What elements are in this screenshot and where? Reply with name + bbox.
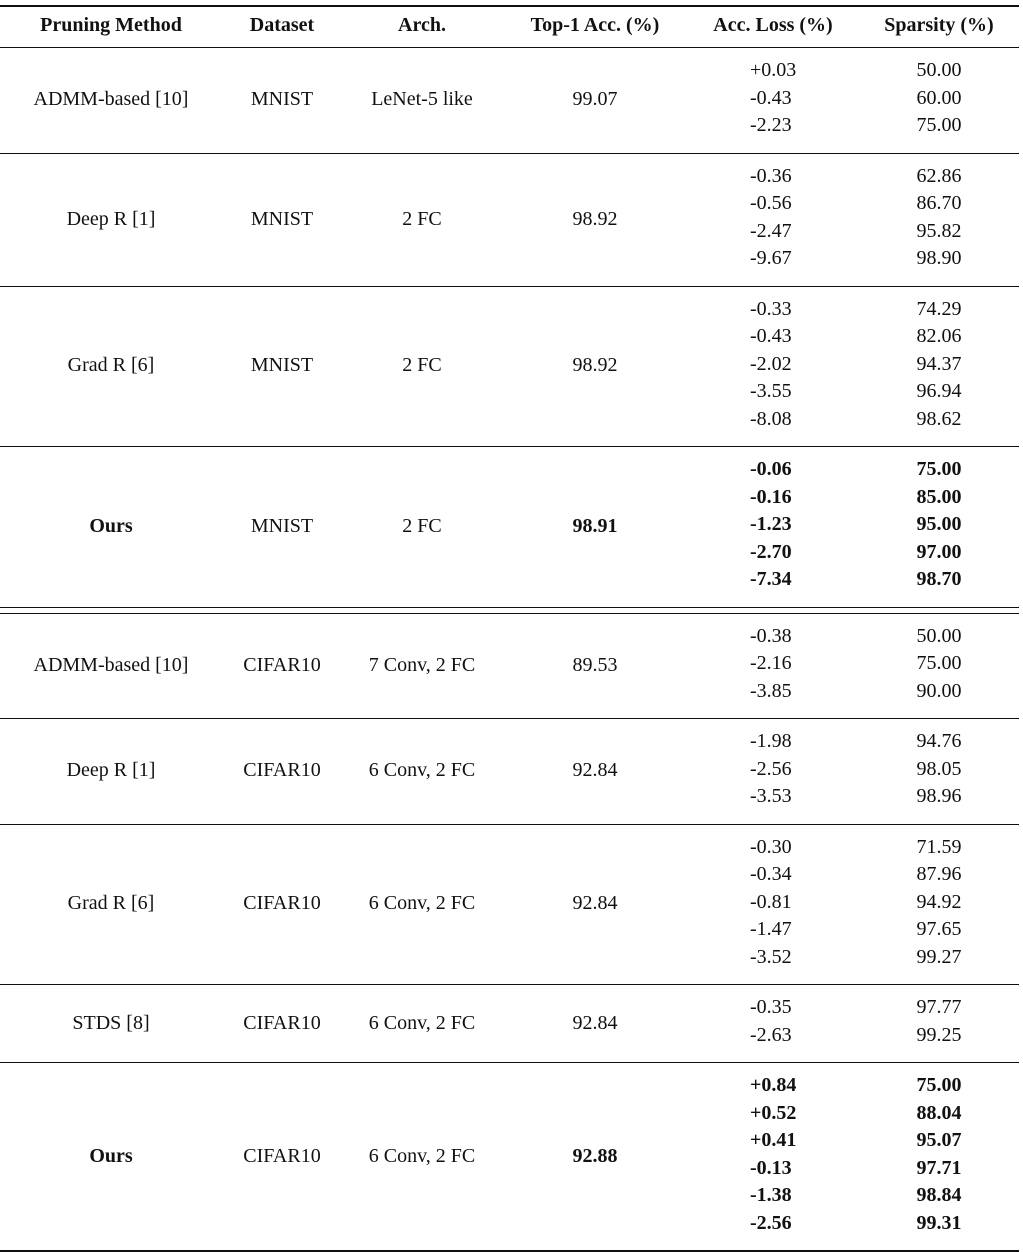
sparsity-list — [858, 834, 1020, 972]
sparsity-value: 98.90 — [916, 247, 962, 269]
acc-loss-value: +0.03 — [750, 59, 797, 81]
sparsity-value: 98.05 — [916, 757, 962, 780]
acc-loss-value: +0.41 — [750, 1129, 797, 1151]
dataset-cell: MNIST — [250, 88, 314, 111]
sparsity-value: 97.00 — [916, 540, 962, 563]
acc-loss-list — [688, 834, 858, 972]
top1-acc-cell: 89.53 — [572, 653, 618, 676]
acc-loss-value: -3.55 — [750, 380, 792, 402]
sparsity-list — [858, 994, 1020, 1049]
pruning-method-cell: STDS [8] — [72, 1011, 150, 1034]
pruning-method-cell: Grad R [6] — [67, 354, 155, 377]
acc-loss-value: -0.81 — [750, 890, 792, 913]
acc-loss-value: -2.63 — [750, 1023, 792, 1046]
acc-loss-value: -2.70 — [750, 540, 792, 563]
sparsity-value: 97.77 — [916, 996, 962, 1018]
sparsity-list — [858, 623, 1020, 706]
sparsity-value: 98.70 — [916, 568, 962, 590]
sparsity-value: 98.62 — [916, 407, 962, 430]
pruning-method-cell: Deep R [1] — [66, 207, 156, 230]
acc-loss-value: -0.35 — [750, 996, 792, 1018]
sparsity-value: 94.37 — [916, 352, 962, 375]
header-acc-loss: Acc. Loss (%) — [713, 14, 833, 36]
sparsity-list — [858, 57, 1020, 140]
acc-loss-value: -1.98 — [750, 730, 792, 752]
acc-loss-value: -8.08 — [750, 407, 792, 430]
group-rule — [0, 286, 1019, 287]
acc-loss-value: -0.34 — [750, 863, 792, 885]
dataset-cell: CIFAR10 — [243, 892, 321, 915]
header-arch: Arch. — [398, 14, 446, 36]
acc-loss-list — [688, 57, 858, 140]
pruning-method-cell: Deep R [1] — [66, 759, 156, 782]
sparsity-value: 95.00 — [916, 513, 962, 535]
top1-acc-cell: 92.84 — [572, 759, 618, 782]
sparsity-value: 96.94 — [916, 380, 962, 402]
group-rule — [0, 1062, 1019, 1063]
section-double-rule-bottom — [0, 613, 1019, 614]
acc-loss-value: -3.53 — [750, 785, 792, 807]
acc-loss-list — [688, 994, 858, 1049]
acc-loss-list — [688, 456, 858, 594]
sparsity-value: 99.25 — [916, 1023, 962, 1046]
acc-loss-value: -0.13 — [750, 1156, 792, 1179]
top1-acc-cell: 98.92 — [572, 354, 618, 377]
top-rule — [0, 5, 1019, 7]
pruning-method-cell: Ours — [89, 1144, 133, 1167]
top1-acc-cell: 92.84 — [572, 1011, 618, 1034]
dataset-cell: MNIST — [250, 514, 314, 537]
dataset-cell: MNIST — [250, 207, 314, 230]
acc-loss-value: +0.52 — [750, 1101, 797, 1124]
sparsity-value: 50.00 — [916, 59, 962, 81]
group-rule — [0, 153, 1019, 154]
sparsity-value: 95.82 — [916, 219, 962, 242]
sparsity-value: 86.70 — [916, 192, 962, 214]
acc-loss-value: -0.30 — [750, 835, 792, 858]
top1-acc-cell: 92.84 — [572, 892, 618, 915]
sparsity-value: 50.00 — [916, 624, 962, 647]
arch-cell: 7 Conv, 2 FC — [368, 653, 476, 676]
sparsity-value: 99.27 — [916, 945, 962, 968]
acc-loss-value: +0.84 — [750, 1074, 797, 1096]
sparsity-value: 74.29 — [916, 297, 962, 320]
arch-cell: 2 FC — [402, 354, 442, 377]
acc-loss-list — [688, 296, 858, 434]
sparsity-list — [858, 163, 1020, 273]
arch-cell: 2 FC — [402, 207, 442, 230]
acc-loss-value: -0.36 — [750, 164, 792, 187]
sparsity-value: 75.00 — [916, 652, 962, 674]
dataset-cell: CIFAR10 — [243, 653, 321, 676]
pruning-method-cell: ADMM-based [10] — [33, 653, 189, 676]
acc-loss-list — [688, 163, 858, 273]
acc-loss-value: -0.56 — [750, 192, 792, 214]
acc-loss-value: -0.43 — [750, 86, 792, 109]
acc-loss-value: -0.33 — [750, 297, 792, 320]
arch-cell: 6 Conv, 2 FC — [368, 1144, 476, 1167]
acc-loss-list — [688, 1072, 858, 1237]
top1-acc-cell: 99.07 — [572, 88, 618, 111]
sparsity-value: 62.86 — [916, 164, 962, 187]
arch-cell: LeNet-5 like — [371, 88, 473, 111]
sparsity-value: 85.00 — [916, 485, 962, 508]
arch-cell: 6 Conv, 2 FC — [368, 1011, 476, 1034]
top1-acc-cell: 98.91 — [572, 514, 618, 537]
acc-loss-value: -9.67 — [750, 247, 792, 269]
group-rule — [0, 824, 1019, 825]
sparsity-list — [858, 456, 1020, 594]
dataset-cell: CIFAR10 — [243, 1011, 321, 1034]
sparsity-value: 97.71 — [916, 1156, 962, 1179]
sparsity-value: 98.96 — [916, 785, 962, 807]
pruning-method-cell: Grad R [6] — [67, 892, 155, 915]
header-pruning-method: Pruning Method — [40, 14, 182, 36]
acc-loss-list — [688, 623, 858, 706]
sparsity-list — [858, 728, 1020, 811]
acc-loss-value: -2.23 — [750, 114, 792, 136]
acc-loss-value: -2.16 — [750, 652, 792, 674]
header-sparsity: Sparsity (%) — [884, 14, 994, 36]
acc-loss-value: -0.16 — [750, 485, 792, 508]
acc-loss-value: -2.47 — [750, 219, 792, 242]
sparsity-value: 88.04 — [916, 1101, 962, 1124]
sparsity-value: 60.00 — [916, 86, 962, 109]
arch-cell: 6 Conv, 2 FC — [368, 892, 476, 915]
top1-acc-cell: 92.88 — [572, 1144, 618, 1167]
header-dataset: Dataset — [249, 14, 315, 36]
acc-loss-value: -0.43 — [750, 325, 792, 347]
group-rule — [0, 446, 1019, 447]
pruning-method-cell: ADMM-based [10] — [33, 88, 189, 111]
sparsity-value: 87.96 — [916, 863, 962, 885]
acc-loss-value: -1.38 — [750, 1184, 792, 1206]
sparsity-value: 75.00 — [916, 458, 962, 480]
acc-loss-value: -0.06 — [750, 458, 792, 480]
sparsity-value: 71.59 — [916, 835, 962, 858]
sparsity-value: 82.06 — [916, 325, 962, 347]
sparsity-value: 94.92 — [916, 890, 962, 913]
acc-loss-value: -2.56 — [750, 1211, 792, 1234]
dataset-cell: MNIST — [250, 354, 314, 377]
acc-loss-value: -3.52 — [750, 945, 792, 968]
acc-loss-value: -0.38 — [750, 624, 792, 647]
pruning-method-cell: Ours — [89, 514, 133, 537]
sparsity-value: 98.84 — [916, 1184, 962, 1206]
sparsity-value: 90.00 — [916, 679, 962, 702]
dataset-cell: CIFAR10 — [243, 759, 321, 782]
sparsity-value: 99.31 — [916, 1211, 962, 1234]
sparsity-value: 75.00 — [916, 1074, 962, 1096]
header-rule — [0, 47, 1019, 48]
arch-cell: 2 FC — [402, 514, 442, 537]
header-top1-acc: Top-1 Acc. (%) — [530, 14, 660, 36]
section-double-rule-top — [0, 607, 1019, 608]
arch-cell: 6 Conv, 2 FC — [368, 759, 476, 782]
sparsity-value: 97.65 — [916, 918, 962, 940]
acc-loss-value: -3.85 — [750, 679, 792, 702]
acc-loss-value: -2.56 — [750, 757, 792, 780]
acc-loss-value: -1.23 — [750, 513, 792, 535]
dataset-cell: CIFAR10 — [243, 1144, 321, 1167]
top1-acc-cell: 98.92 — [572, 207, 618, 230]
acc-loss-value: -1.47 — [750, 918, 792, 940]
group-rule — [0, 984, 1019, 985]
sparsity-list — [858, 1072, 1020, 1237]
sparsity-value: 95.07 — [916, 1129, 962, 1151]
acc-loss-list — [688, 728, 858, 811]
sparsity-list — [858, 296, 1020, 434]
sparsity-value: 75.00 — [916, 114, 962, 136]
group-rule — [0, 718, 1019, 719]
acc-loss-value: -2.02 — [750, 352, 792, 375]
sparsity-value: 94.76 — [916, 730, 962, 752]
acc-loss-value: -7.34 — [750, 568, 792, 590]
